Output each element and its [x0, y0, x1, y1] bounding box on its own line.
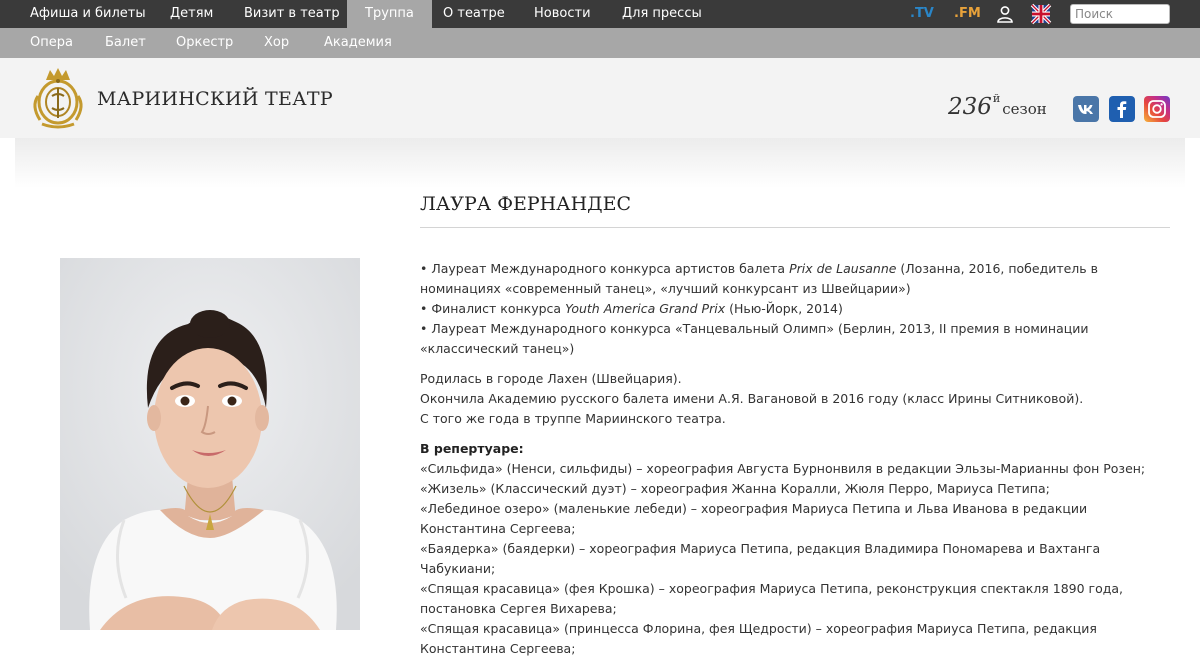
repertoire-item: «Сильфида» (Ненси, сильфиды) – хореография Августа Бурнонвиля в редакции Эльзы-Марианны фон Розен;	[420, 461, 1146, 476]
search-input[interactable]	[1070, 4, 1170, 24]
artist-photo	[60, 258, 360, 630]
award-item: • Финалист конкурса Youth America Grand Prix (Нью-Йорк, 2014)	[420, 301, 843, 316]
season-suffix: й	[992, 92, 1001, 105]
sub-navigation	[0, 28, 1200, 58]
subnav-item-choir[interactable]: Хор	[264, 35, 290, 50]
repertoire-heading: В репертуаре:	[420, 441, 524, 456]
tv-link[interactable]: .TV	[910, 6, 934, 21]
logo-text[interactable]: МАРИИНСКИЙ ТЕАТР	[97, 88, 333, 110]
repertoire-item: «Жизель» (Классический дуэт) – хореография Жанна Коралли, Жюля Перро, Мариуса Петипа;	[420, 481, 1050, 496]
instagram-icon[interactable]	[1144, 96, 1170, 122]
fm-link[interactable]: .FM	[954, 6, 981, 21]
nav-item-troupe[interactable]: Труппа	[347, 0, 432, 28]
repertoire-item: «Спящая красавица» (принцесса Флорина, фея Щедрости) – хореография Мариуса Петипа, редакция Константина Сергеева;	[420, 621, 1097, 656]
bio-line: С того же года в труппе Мариинского театра.	[420, 411, 726, 426]
facebook-icon[interactable]	[1109, 96, 1135, 122]
artist-biography	[420, 259, 1170, 669]
season-number: 236	[948, 94, 992, 120]
awards-section	[420, 259, 1170, 359]
portrait-illustration	[60, 258, 360, 630]
user-icon[interactable]	[996, 5, 1014, 23]
bio-line: Родилась в городе Лахен (Швейцария).	[420, 371, 682, 386]
nav-item-children[interactable]: Детям	[170, 6, 214, 21]
vk-icon[interactable]	[1073, 96, 1099, 122]
nav-item-visit[interactable]: Визит в театр	[244, 6, 340, 21]
season-label	[948, 94, 1047, 120]
nav-item-news[interactable]: Новости	[534, 6, 591, 21]
artist-name: ЛАУРА ФЕРНАНДЕС	[420, 193, 631, 215]
repertoire-item: «Спящая красавица» (фея Крошка) – хореография Мариуса Петипа, реконструкция спектакля 1890 года, постановка Сергея Вихарева;	[420, 581, 1124, 616]
season-word: сезон	[1002, 100, 1047, 118]
repertoire-item: «Баядерка» (баядерки) – хореография Мариуса Петипа, редакция Владимира Пономарева и Вахтанга Чабукиани;	[420, 541, 1101, 576]
uk-flag-icon[interactable]	[1032, 5, 1050, 23]
bio-line: Окончила Академию русского балета имени А.Я. Вагановой в 2016 году (класс Ирины Ситниковой).	[420, 391, 1084, 406]
bio-section	[420, 369, 1170, 429]
subnav-item-orchestra[interactable]: Оркестр	[176, 35, 234, 50]
award-item: • Лауреат Международного конкурса артистов балета Prix de Lausanne (Лозанна, 2016, победитель в номинациях «современный танец», «лучший конкурсант из Швейцарии»)	[420, 261, 1099, 296]
nav-item-about[interactable]: О театре	[443, 6, 505, 21]
theatre-emblem-icon[interactable]	[28, 66, 88, 130]
subnav-item-ballet[interactable]: Балет	[105, 35, 146, 50]
site-header	[0, 58, 1200, 138]
subnav-item-academy[interactable]: Академия	[324, 35, 392, 50]
subnav-item-opera[interactable]: Опера	[30, 35, 73, 50]
divider	[420, 227, 1170, 228]
repertoire-item: «Лебединое озеро» (маленькие лебеди) – хореография Мариуса Петипа и Льва Иванова в редакции Константина Сергеева;	[420, 501, 1088, 536]
nav-item-tickets[interactable]: Афиша и билеты	[30, 6, 146, 21]
nav-item-press[interactable]: Для прессы	[622, 6, 702, 21]
repertoire-section	[420, 439, 1170, 659]
award-item: • Лауреат Международного конкурса «Танцевальный Олимп» (Берлин, 2013, II премия в номинации «классический танец»)	[420, 321, 1089, 356]
top-navigation	[0, 0, 1200, 28]
